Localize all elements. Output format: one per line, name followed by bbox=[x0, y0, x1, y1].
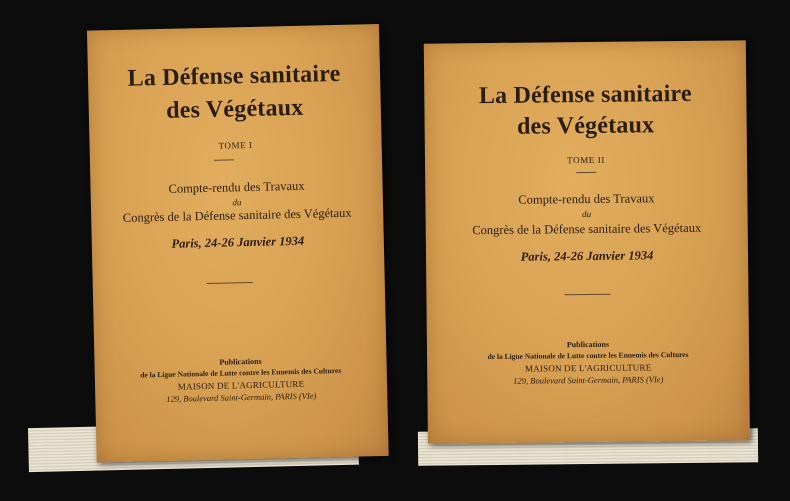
book-tome-1-divider-top bbox=[214, 159, 234, 160]
book-tome-2-place-date: Paris, 24-26 Janvier 1934 bbox=[520, 248, 654, 264]
book-tome-1-compte-rendu: Compte-rendu des Travaux bbox=[168, 178, 305, 196]
book-tome-2-title-line-2: des Végétaux bbox=[516, 112, 655, 140]
book-tome-1-title-line-1: La Défense sanitaire bbox=[127, 60, 341, 92]
book-tome-2-du: du bbox=[582, 208, 592, 220]
book-tome-1 bbox=[21, 22, 391, 480]
book-tome-2-cover bbox=[424, 40, 750, 443]
book-tome-2-divider-top bbox=[576, 172, 596, 173]
book-tome-2-divider-middle bbox=[564, 294, 610, 295]
book-tome-2-publications: Publications bbox=[566, 339, 610, 350]
book-tome-1-du: du bbox=[232, 197, 242, 208]
book-tome-1-place-date: Paris, 24-26 Janvier 1934 bbox=[171, 233, 305, 251]
book-tome-2 bbox=[414, 36, 761, 472]
book-tome-2-congres: Congrès de la Défense sanitaire des Végétaux bbox=[472, 220, 702, 238]
book-tome-2-address: 129, Boulevard Saint-Germain, PARIS (VIe) bbox=[513, 374, 664, 386]
book-tome-2-compte-rendu: Compte-rendu des Travaux bbox=[518, 191, 655, 207]
book-tome-2-volume-label: TOME II bbox=[567, 154, 605, 166]
book-tome-1-publications: Publications bbox=[219, 356, 262, 367]
book-tome-2-ligue: de la Ligue Nationale de Lutte contre les Ennemis des Cultures bbox=[487, 349, 689, 362]
book-tome-1-title-line-2: des Végétaux bbox=[165, 94, 304, 124]
book-tome-1-publisher: MAISON DE L'AGRICULTURE bbox=[177, 378, 305, 392]
book-tome-1-address: 129, Boulevard Saint-Germain, PARIS (VIe) bbox=[166, 390, 317, 404]
book-tome-1-congres: Congrès de la Défense sanitaire des Végétaux bbox=[122, 205, 352, 225]
book-tome-1-cover bbox=[87, 24, 389, 463]
book-tome-1-ligue: de la Ligue Nationale de Lutte contre les Ennemis des Cultures bbox=[140, 365, 342, 380]
book-tome-2-title-line-1: La Défense sanitaire bbox=[478, 80, 692, 110]
book-tome-2-publisher: MAISON DE L'AGRICULTURE bbox=[524, 362, 652, 374]
book-tome-1-volume-label: TOME I bbox=[218, 139, 253, 151]
book-tome-1-divider-middle bbox=[207, 282, 253, 284]
